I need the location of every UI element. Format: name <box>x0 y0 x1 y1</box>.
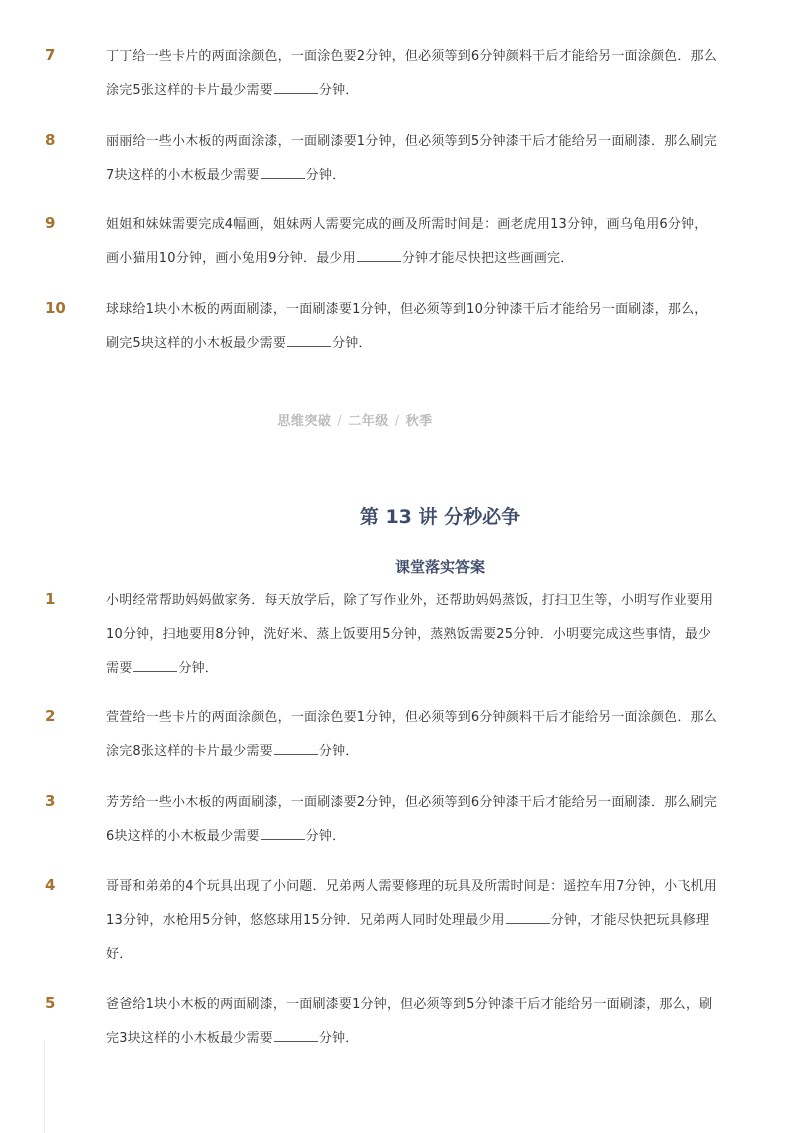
answer-blank <box>287 332 331 347</box>
answer-blank <box>274 1027 318 1042</box>
question-text <box>106 701 718 769</box>
answer-blank <box>261 825 305 840</box>
answer-blank <box>357 247 401 262</box>
question-text-after: 分钟． <box>318 83 359 98</box>
question-text-before: 萱萱给一些卡片的两面涂颜色，一面涂色要1分钟，但必须等到6分钟颜料干后才能给另一面涂颜色．那么涂完8张这样的卡片最少需要 <box>106 710 717 759</box>
breadcrumb-grade: 二年级 <box>348 414 389 429</box>
answer-blank <box>274 740 318 755</box>
question-text <box>106 208 718 276</box>
answer-blank <box>506 909 550 924</box>
question-text-before: 姐姐和妹妹需要完成4幅画，姐妹两人需要完成的画及所需时间是：画老虎用13分钟，画乌龟用6分钟，画小猫用10分钟，画小兔用9分钟．最少用 <box>106 217 708 266</box>
question-text-after: 分钟． <box>318 1031 359 1046</box>
question-text <box>106 293 718 361</box>
question-number: 10 <box>45 299 66 317</box>
question-number: 7 <box>45 46 56 64</box>
breadcrumb-separator: / <box>394 414 400 429</box>
question-text-after: 分钟． <box>305 168 346 183</box>
answer-blank <box>274 79 318 94</box>
question-text-before: 小明经常帮助妈妈做家务．每天放学后，除了写作业外，还帮助妈妈蒸饭，打扫卫生等，小明写作业要用10分钟，扫地要用8分钟，洗好米、蒸上饭要用5分钟，蒸熟饭需要25分钟．小明要完成这些事情，最少需要 <box>106 593 714 676</box>
question-text-before: 爸爸给1块小木板的两面刷漆，一面刷漆要1分钟，但必须等到5分钟漆干后才能给另一面刷漆，那么，刷完3块这样的小木板最少需要 <box>106 997 713 1046</box>
question-text <box>106 988 718 1056</box>
question-text-after: 分钟． <box>305 829 346 844</box>
question-text-after: 分钟，才能尽快把玩具修理好． <box>106 913 710 962</box>
margin-rule <box>44 1040 45 1133</box>
question-text-after: 分钟才能尽快把这些画画完． <box>401 251 574 266</box>
question-number: 3 <box>45 792 56 810</box>
section-title: 课堂落实答案 <box>394 558 485 576</box>
answer-blank <box>133 657 177 672</box>
question-text <box>106 125 718 193</box>
question-text <box>106 786 718 854</box>
question-text <box>106 870 718 972</box>
question-number: 9 <box>45 214 56 232</box>
question-text <box>106 584 718 686</box>
question-number: 5 <box>45 994 56 1012</box>
question-text-before: 球球给1块小木板的两面刷漆，一面刷漆要1分钟，但必须等到10分钟漆干后才能给另一面刷漆，那么，刷完5块这样的小木板最少需要 <box>106 302 708 351</box>
question-text-after: 分钟． <box>318 744 359 759</box>
question-text-before: 丁丁给一些卡片的两面涂颜色，一面涂色要2分钟，但必须等到6分钟颜料干后才能给另一面涂颜色．那么涂完5张这样的卡片最少需要 <box>106 49 717 98</box>
breadcrumb-season: 秋季 <box>405 414 433 429</box>
question-text-before: 芳芳给一些小木板的两面刷漆，一面刷漆要2分钟，但必须等到6分钟漆干后才能给另一面刷漆．那么刷完6块这样的小木板最少需要 <box>106 795 717 844</box>
answer-blank <box>261 164 305 179</box>
breadcrumb-separator: / <box>337 414 343 429</box>
question-number: 4 <box>45 876 56 894</box>
question-text-before: 哥哥和弟弟的4个玩具出现了小问题．兄弟两人需要修理的玩具及所需时间是：遥控车用7分钟，小飞机用13分钟，水枪用5分钟，悠悠球用15分钟．兄弟两人同时处理最少用 <box>106 879 717 928</box>
footer-breadcrumb <box>0 410 710 429</box>
breadcrumb-course: 思维突破 <box>277 414 332 429</box>
question-number: 2 <box>45 707 56 725</box>
question-text-before: 丽丽给一些小木板的两面涂漆，一面刷漆要1分钟，但必须等到5分钟漆干后才能给另一面刷漆．那么刷完7块这样的小木板最少需要 <box>106 134 717 183</box>
lecture-title: 第 13 讲 分秒必争 <box>359 506 521 528</box>
question-text <box>106 40 718 108</box>
question-number: 8 <box>45 131 56 149</box>
question-text-after: 分钟． <box>178 661 219 676</box>
question-text-after: 分钟． <box>332 336 372 351</box>
question-number: 1 <box>45 590 56 608</box>
